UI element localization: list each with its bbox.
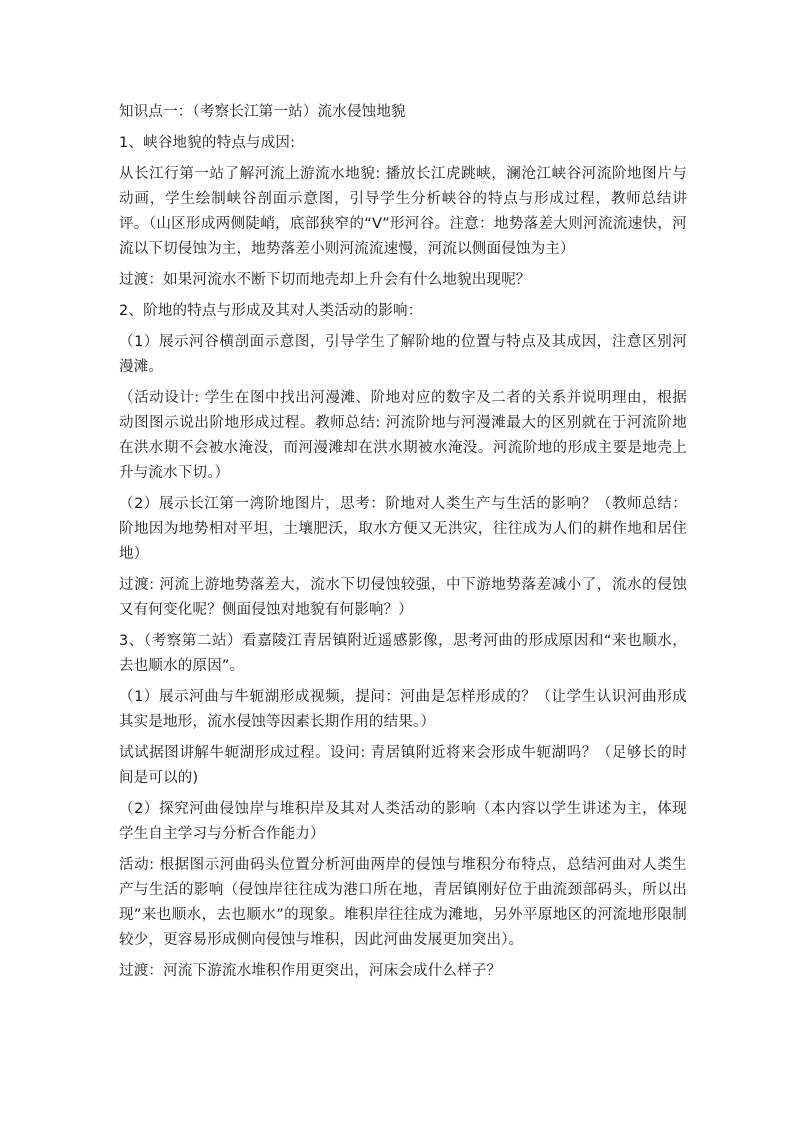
subsection-heading-terrace: 2、阶地的特点与形成及其对人类活动的影响： <box>119 303 423 319</box>
transition-text: 过渡：如果河流水不断下切而地壳却上升会有什么地貌出现呢？ <box>119 272 531 288</box>
paragraph-terrace-activity: （活动设计: 学生在图中找出河漫滩、阶地对应的数字及二者的关系并说明理由，根据动图图示说出阶地形成过程。教师总结: 河流阶地与河漫滩最大的区别就在于河流阶地在洪水期不会被水淹没，而河漫滩却在洪水期被水淹没。河流阶地的形成主要是地壳上升与流水下切。） <box>119 390 687 481</box>
paragraph-terrace-section: （1）展示河谷横剖面示意图，引导学生了解阶地的位置与特点及其成因，注意区别河漫滩。 <box>119 334 687 375</box>
paragraph-gorge-activity: 从长江行第一站了解河流上游流水地貌: 播放长江虎跳峡，澜沧江峡谷河流阶地图片与动画，学生绘制峡谷剖面示意图，引导学生分析峡谷的特点与形成过程，教师总结讲评。（山区形成两侧陡峭，底部狭窄的“V”形河谷。注意：地势落差大则河流流速快，河流以下切侵蚀为主，地势落差小则河流流速慢，河流以侧面侵蚀为主） <box>119 166 687 257</box>
paragraph-terrace-impact: （2）展示长江第一湾阶地图片，思考：阶地对人类生产与生活的影响？（教师总结：阶地因为地势相对平坦，土壤肥沃，取水方便又无洪灾，往往成为人们的耕作地和居住地） <box>119 496 687 562</box>
paragraph-meander-video: （1）展示河曲与牛轭湖形成视频，提问：河曲是怎样形成的？（让学生认识河曲形成其实是地形，流水侵蚀等因素长期作用的结果。） <box>119 689 687 730</box>
document-body <box>119 100 687 990</box>
paragraph-oxbow-lake: 试试据图讲解牛轭湖形成过程。设问: 青居镇附近将来会形成牛轭湖吗？（足够长的时间是可以的) <box>119 745 687 786</box>
transition-text: 过渡: 河流上游地势落差大，流水下切侵蚀较强，中下游地势落差减小了，流水的侵蚀又有何变化呢？侧面侵蚀对地貌有何影响？） <box>119 577 687 618</box>
section-title: 知识点一：（考察长江第一站）流水侵蚀地貌 <box>119 104 406 120</box>
paragraph-meander-activity: 活动: 根据图示河曲码头位置分析河曲两岸的侵蚀与堆积分布特点，总结河曲对人类生产与生活的影响（侵蚀岸往往成为港口所在地，青居镇刚好位于曲流颈部码头，所以出现”来也顺水，去也顺水”的现象。堆积岸往往成为滩地，另外平原地区的河流地形限制较少，更容易形成侧向侵蚀与堆积，因此河曲发展更加突出）。 <box>119 857 687 948</box>
paragraph-meander-banks: （2）探究河曲侵蚀岸与堆积岸及其对人类活动的影响（本内容以学生讲述为主，体现学生自主学习与分析合作能力） <box>119 801 687 842</box>
subsection-heading-meander: 3、（考察第二站）看嘉陵江青居镇附近遥感影像，思考河曲的形成原因和“来也顺水，去也顺水的原因”。 <box>119 633 687 674</box>
subsection-heading-gorge: 1、峡谷地貌的特点与成因: <box>119 135 296 151</box>
transition-text: 过渡：河流下游流水堆积作用更突出，河床会成什么样子？ <box>119 963 502 979</box>
